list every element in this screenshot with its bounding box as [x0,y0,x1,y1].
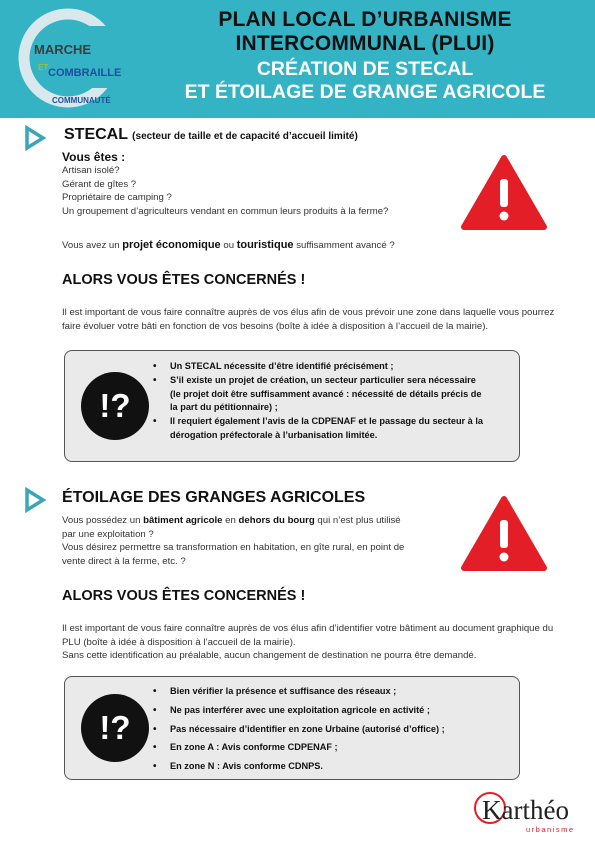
warning-icon [460,153,548,231]
stecal-questions [62,164,442,218]
stecal-info-box [64,350,520,462]
etoilage-para-line-3: Sans cette identification au préalable, aucun changement de destination ne pourra être demandé. [62,650,477,661]
etoilage-info-box [64,676,520,780]
warning-icon [460,494,548,572]
projet-economique: projet économique [122,239,221,251]
stecal-concerne-heading: ALORS VOUS ÊTES CONCERNÉS ! [62,272,306,288]
etoilage-bullet-list [153,685,513,774]
bullet-line: S’il existe un projet de création, un secteur particulier sera nécessaire [170,374,476,385]
stecal-para-line-1: Il est important de vous faire connaître auprès de vos élus afin de vous prévoir une zone dans laquelle vous pourrez [62,307,555,318]
logo-line4: COMMUNAUTÉ [52,96,111,105]
kartheo-tagline: urbanisme [526,825,575,834]
etoilage-bullet-5: • En zone N : Avis conforme CDNPS. [153,760,513,774]
logo-line1: MARCHE [34,42,92,57]
batiment-agricole: bâtiment agricole [143,515,223,526]
bullet-line: Un STECAL nécessite d’être identifié précisément ; [170,361,394,371]
question-3: Propriétaire de camping ? [62,192,172,203]
p1-pre: Vous possédez un [62,515,144,526]
title-block [140,8,590,104]
etoilage-bullet-3: • Pas nécessaire d’identifier en zone Urbaine (autorisé d’office) ; [153,723,513,737]
etoilage-paragraph [62,622,587,663]
stecal-bullet-list [153,360,513,443]
etoilage-bullet-4: • En zone A : Avis conforme CDPENAF ; [153,741,513,755]
etoilage-bullet-1: • Bien vérifier la présence et suffisance des réseaux ; [153,685,513,699]
title-line-1: PLAN LOCAL D’URBANISME [218,8,512,31]
stecal-paragraph [62,306,582,333]
logo-line3: COMBRAILLE [48,67,122,79]
question-2: Gérant de gîtes ? [62,178,137,190]
logo-line2: ET [38,63,49,72]
p1-mid: en [222,515,239,526]
kartheo-name: Karthéo [482,795,569,825]
bullet-line: (le projet doit être suffisamment avancé : nécessité de détails précis de [170,388,482,399]
stecal-para-line-2: faire évoluer votre bâti en fonction de vos besoins (boîte à idée à disposition à l’accueil de la mairie). [62,320,489,332]
stecal-bullet-3 [153,415,513,443]
dehors-du-bourg: dehors du bourg [238,515,315,526]
projet-mid: ou [220,240,237,251]
etoilage-intro [62,514,432,568]
kartheo-logo [470,786,590,836]
marche-combraille-logo [10,8,128,112]
stecal-bullet-1 [153,360,513,374]
subtitle-line-1: CRÉATION DE STECAL [256,58,474,80]
section-arrow-icon [24,125,46,151]
page-header [0,0,595,118]
projet-pre: Vous avez un [62,240,123,251]
stecal-bullet-2 [153,374,513,415]
bullet-line: dérogation préfectorale à l’urbanisation limitée. [170,429,378,440]
section-arrow-icon [24,487,46,513]
projet-post: suffisamment avancé ? [293,240,395,251]
etoilage-p1-line2: par une exploitation ? [62,528,154,540]
exclamation-question-icon: !? [81,372,149,440]
bullet-line: la part du pétitionnaire) ; [170,402,278,413]
question-4: Un groupement d’agriculteurs vendant en commun leurs produits à la ferme? [62,205,389,217]
bullet-line: Il requiert également l’avis de la CDPENAF et le passage du secteur à la [170,416,484,427]
title-line-2: INTERCOMMUNAL (PLUI) [235,32,495,55]
stecal-title-text: STECAL [64,126,128,143]
vous-etes-label: Vous êtes : [62,150,126,164]
question-1: Artisan isolé? [62,165,120,176]
etoilage-title: ÉTOILAGE DES GRANGES AGRICOLES [62,489,366,506]
stecal-title [64,126,358,144]
etoilage-p2-line2: vente direct à la ferme, etc. ? [62,555,186,567]
etoilage-para-line-2: PLU (boîte à idée à disposition à l’accueil de la mairie). [62,636,296,648]
exclamation-question-icon: !? [81,694,149,762]
etoilage-para-line-1: Il est important de vous faire connaître auprès de vos élus afin d’identifier votre bâtiment au document graphique du [62,623,554,634]
etoilage-bullet-2: • Ne pas interférer avec une exploitation agricole en activité ; [153,704,513,718]
projet-touristique: touristique [236,239,294,251]
projet-question [62,239,462,253]
stecal-title-note: (secteur de taille et de capacité d’accueil limité) [132,131,358,142]
p1-post: qui n’est plus utilisé [314,515,401,526]
subtitle-line-2: ET ÉTOILAGE DE GRANGE AGRICOLE [184,81,546,103]
etoilage-concerne-heading: ALORS VOUS ÊTES CONCERNÉS ! [62,588,306,604]
etoilage-p1-line1 [62,514,432,528]
etoilage-p2-line1: Vous désirez permettre sa transformation en habitation, en gîte rural, en point de [62,542,405,553]
